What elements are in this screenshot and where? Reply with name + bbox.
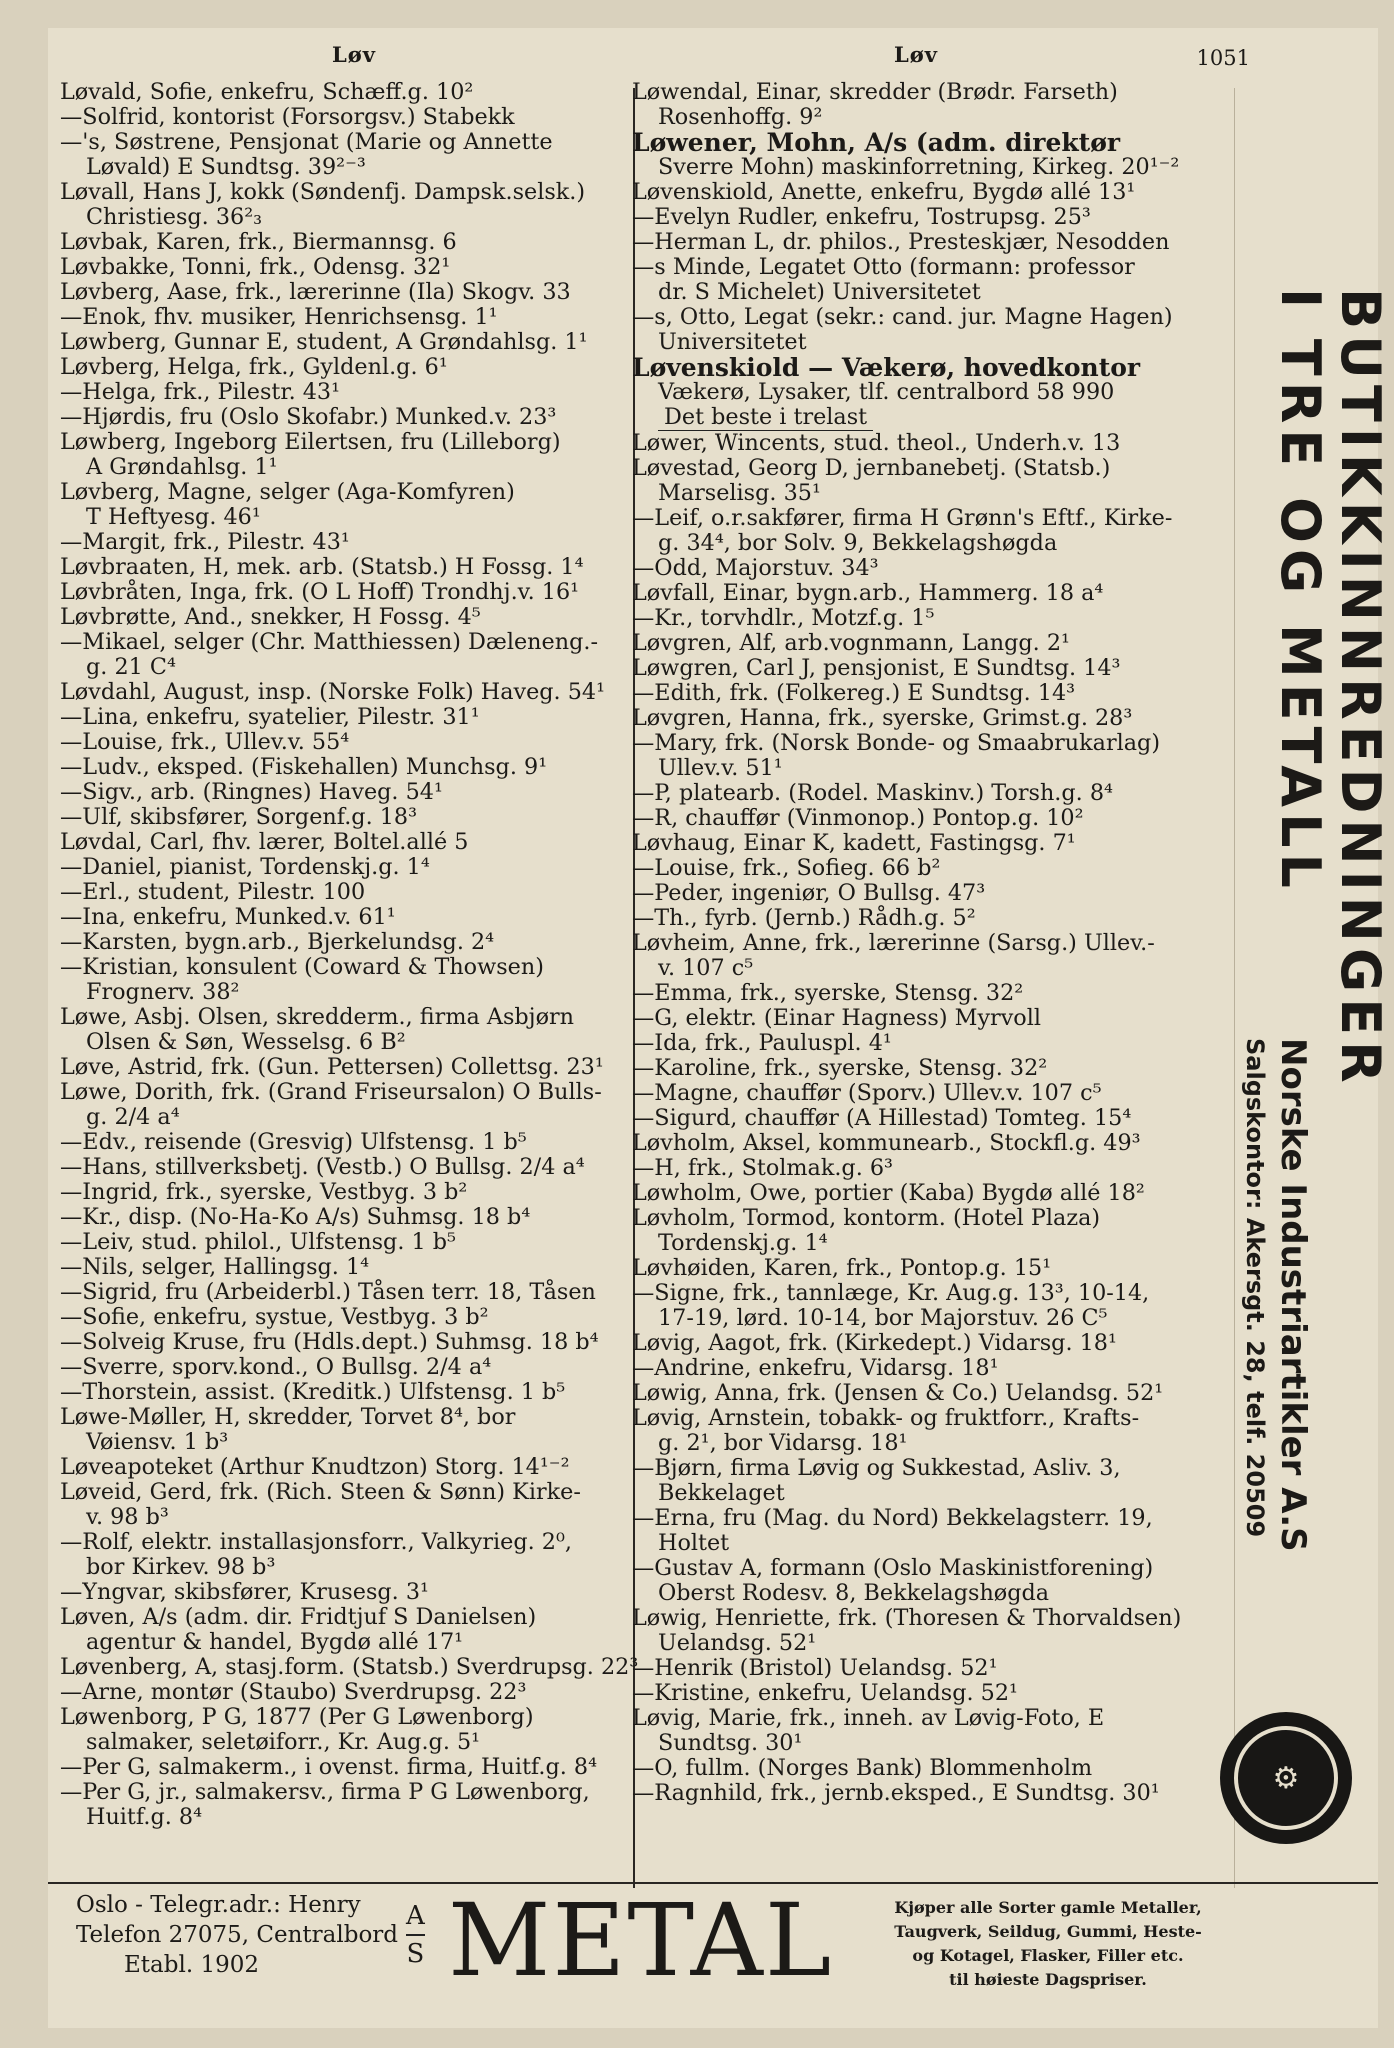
entry-continuation: Huitf.g. 8⁴	[86, 1804, 203, 1830]
directory-entry	[60, 1780, 640, 1830]
directory-entry	[632, 1456, 1232, 1506]
entry-line: —Nils, selger, Hallingsg. 1⁴	[60, 1254, 370, 1280]
directory-entry	[60, 855, 640, 880]
directory-entry	[60, 1680, 640, 1705]
entry-line: —Kr., disp. (No-Ha-Ko A/s) Suhmsg. 18 b⁴	[60, 1204, 531, 1230]
directory-entry	[632, 581, 1232, 606]
entry-line: Løve, Astrid, frk. (Gun. Pettersen) Collettsg. 23¹	[60, 1054, 604, 1080]
entry-line: —Arne, montør (Staubo) Sverdrupsg. 22³	[60, 1679, 527, 1705]
advert-title: Norske Industriartikler A.S	[1273, 1038, 1313, 1552]
entry-line: Løvholm, Tormod, kontorm. (Hotel Plaza)	[632, 1205, 1101, 1231]
entry-line: Løvald, Sofie, enkefru, Schæff.g. 10²	[60, 79, 474, 105]
directory-entry	[632, 731, 1232, 781]
directory-entry	[60, 1155, 640, 1180]
entry-continuation: Olsen & Søn, Wesselsg. 6 B²	[86, 1029, 406, 1055]
entry-continuation: T Heftyesg. 46¹	[86, 504, 261, 530]
entry-line: Løvig, Marie, frk., inneh. av Løvig-Foto, E	[632, 1705, 1105, 1731]
as-bottom: S	[406, 1939, 425, 1969]
entry-continuation: bor Kirkev. 98 b³	[86, 1554, 276, 1580]
entry-continuation: 17-19, lørd. 10-14, bor Majorstuv. 26 C⁵	[658, 1305, 1108, 1331]
entry-line: Løvgren, Hanna, frk., syerske, Grimst.g. 28³	[632, 705, 1133, 731]
as-top: A	[406, 1898, 425, 1936]
entry-line: —Yngvar, skibsfører, Krusesg. 3¹	[60, 1579, 429, 1605]
entry-continuation: g. 2/4 a⁴	[86, 1104, 180, 1130]
entry-continuation: Frognerv. 38²	[86, 979, 240, 1005]
logo-emblem-icon: ⚙	[1234, 1726, 1338, 1830]
directory-entry	[632, 1006, 1232, 1031]
entry-line: Løvberg, Magne, selger (Aga-Komfyren)	[60, 479, 515, 505]
entry-continuation: g. 2¹, bor Vidarsg. 18¹	[658, 1430, 908, 1456]
entry-line: —Louise, frk., Ullev.v. 55⁴	[60, 729, 350, 755]
ad-desc-line: Taugverk, Seildug, Gummi, Heste-	[894, 1922, 1202, 1941]
entry-line: —Kristian, konsulent (Coward & Thowsen)	[60, 954, 544, 980]
entry-line: —Daniel, pianist, Tordenskj.g. 1⁴	[60, 854, 430, 880]
entry-line: —Margit, frk., Pilestr. 43¹	[60, 529, 350, 555]
bottom-ad-title: METAL	[448, 1882, 834, 1999]
directory-entry	[632, 1181, 1232, 1206]
entry-line: Løwberg, Gunnar E, student, A Grøndahlsg. 1¹	[60, 329, 588, 355]
entry-line: —Leiv, stud. philol., Ulfstensg. 1 b⁵	[60, 1229, 456, 1255]
directory-entry	[60, 1305, 640, 1330]
directory-entry	[632, 706, 1232, 731]
directory-entry	[632, 806, 1232, 831]
entry-line: Løvhøiden, Karen, frk., Pontop.g. 15¹	[632, 1255, 1052, 1281]
entry-continuation: Sverre Mohn) maskinforretning, Kirkeg. 20¹⁻²	[658, 154, 1180, 180]
entry-line: —'s, Søstrene, Pensjonat (Marie og Annette	[60, 129, 553, 155]
directory-entry	[60, 355, 640, 380]
directory-entry	[632, 1406, 1232, 1456]
entry-line: —Rolf, elektr. installasjonsforr., Valkyrieg. 2⁰,	[60, 1529, 573, 1555]
directory-entry	[632, 456, 1232, 506]
entry-line: —P, platearb. (Rodel. Maskinv.) Torsh.g. 8⁴	[632, 780, 1113, 806]
directory-entry	[60, 1130, 640, 1155]
entry-line: Løwendal, Einar, skredder (Brødr. Farseth)	[632, 79, 1118, 105]
entry-line: —Hans, stillverksbetj. (Vestb.) O Bullsg. 2/4 a⁴	[60, 1154, 585, 1180]
vertical-advert-butikkinnredninger	[1270, 288, 1390, 1089]
directory-entry	[632, 1331, 1232, 1356]
directory-entry	[632, 1606, 1232, 1656]
bottom-ad-contact	[76, 1890, 398, 1980]
entry-continuation: Ullev.v. 51¹	[658, 755, 783, 781]
directory-entry	[60, 1180, 640, 1205]
directory-entry	[632, 1031, 1232, 1056]
directory-entry	[60, 1005, 640, 1055]
directory-entry	[632, 631, 1232, 656]
entry-line: —Ludv., eksped. (Fiskehallen) Munchsg. 9¹	[60, 754, 548, 780]
entry-line: —Ina, enkefru, Munked.v. 61¹	[60, 904, 396, 930]
entry-line: —O, fullm. (Norges Bank) Blommenholm	[632, 1755, 1093, 1781]
directory-entry	[60, 705, 640, 730]
entry-line: —Erl., student, Pilestr. 100	[60, 879, 366, 905]
entry-line: Løwberg, Ingeborg Eilertsen, fru (Lilleborg)	[60, 429, 561, 455]
entry-line: —Gustav A, formann (Oslo Maskinistforening)	[632, 1555, 1154, 1581]
directory-entry	[60, 1355, 640, 1380]
entry-line: —Edith, frk. (Folkereg.) E Sundtsg. 14³	[632, 680, 1076, 706]
directory-entry	[60, 180, 640, 230]
entry-line: —Leif, o.r.sakfører, firma H Grønn's Eftf., Kirke-	[632, 505, 1173, 531]
entry-continuation: Bekkelaget	[658, 1480, 785, 1506]
entry-line: —Signe, frk., tannlæge, Kr. Aug.g. 13³, 10-14,	[632, 1280, 1150, 1306]
ad-contact-line: Telefon 27075, Centralbord	[76, 1922, 399, 1948]
entry-line: Løwig, Anna, frk. (Jensen & Co.) Uelandsg. 52¹	[632, 1380, 1164, 1406]
advert-line: I TRE OG METALL	[1269, 288, 1332, 894]
directory-entry	[632, 681, 1232, 706]
entry-line: —Per G, jr., salmakersv., firma P G Løwenborg,	[60, 1779, 590, 1805]
directory-entry	[632, 230, 1232, 255]
directory-entry	[60, 530, 640, 555]
directory-entry	[60, 105, 640, 130]
entry-line: —Enok, fhv. musiker, Henrichsensg. 1¹	[60, 304, 498, 330]
entry-continuation: Christiesg. 36²₃	[86, 204, 263, 230]
directory-entry	[60, 580, 640, 605]
directory-entry	[60, 405, 640, 430]
directory-entry	[632, 80, 1232, 130]
entry-continuation: Tordenskj.g. 1⁴	[658, 1230, 828, 1256]
entry-continuation: Universitetet	[658, 329, 807, 355]
entry-line: —Kr., torvhdlr., Motzf.g. 1⁵	[632, 605, 935, 631]
entry-continuation: Det beste i trelast	[658, 405, 873, 431]
entry-line: —Karoline, frk., syerske, Stensg. 32²	[632, 1055, 1048, 1081]
directory-entry	[632, 656, 1232, 681]
entry-continuation: Holtet	[658, 1530, 730, 1556]
entry-continuation: A Grøndahlsg. 1¹	[86, 454, 278, 480]
directory-entry	[632, 931, 1232, 981]
directory-entry	[60, 905, 640, 930]
directory-entry	[60, 1405, 640, 1455]
directory-entry	[60, 230, 640, 255]
entry-line: —Thorstein, assist. (Kreditk.) Ulfstensg. 1 b⁵	[60, 1379, 566, 1405]
directory-entry	[632, 1131, 1232, 1156]
entry-line: Løwe-Møller, H, skredder, Torvet 8⁴, bor	[60, 1404, 516, 1430]
entry-line: —Ulf, skibsfører, Sorgenf.g. 18³	[60, 804, 418, 830]
entry-continuation: salmaker, seletøiforr., Kr. Aug.g. 5¹	[86, 1729, 481, 1755]
directory-entry	[60, 930, 640, 955]
directory-entry	[632, 906, 1232, 931]
directory-entry	[60, 1205, 640, 1230]
entry-line: —Kristine, enkefru, Uelandsg. 52¹	[632, 1680, 1018, 1706]
entry-continuation: Sundtsg. 30¹	[658, 1730, 803, 1756]
directory-entry	[60, 555, 640, 580]
directory-entry	[60, 755, 640, 780]
entry-line: Løvbakke, Tonni, frk., Odensg. 32¹	[60, 254, 451, 280]
ad-desc-line: til høieste Dagspriser.	[949, 1970, 1147, 1989]
entry-line: Løvheim, Anne, frk., lærerinne (Sarsg.) Ullev.-	[632, 930, 1155, 956]
directory-entry	[60, 1455, 640, 1480]
entry-line: —Per G, salmakerm., i ovenst. firma, Huitf.g. 8⁴	[60, 1754, 598, 1780]
entry-line: —Sigurd, chauffør (A Hillestad) Tomteg. 15⁴	[632, 1105, 1132, 1131]
directory-entry	[632, 255, 1232, 305]
directory-entry	[60, 1330, 640, 1355]
directory-entry	[60, 1655, 640, 1680]
entry-continuation: agentur & handel, Bygdø allé 17¹	[86, 1629, 464, 1655]
directory-entry	[632, 856, 1232, 881]
entry-line: Løvestad, Georg D, jernbanebetj. (Statsb.)	[632, 455, 1111, 481]
directory-entry	[632, 1056, 1232, 1081]
entry-line: —Sigv., arb. (Ringnes) Haveg. 54¹	[60, 779, 443, 805]
entry-line: —Magne, chauffør (Sporv.) Ullev.v. 107 c⁵	[632, 1080, 1102, 1106]
entry-line: —Ragnhild, frk., jernb.eksped., E Sundtsg. 30¹	[632, 1780, 1160, 1806]
entry-line: Løvenskiold, Anette, enkefru, Bygdø allé 13¹	[632, 179, 1136, 205]
entry-line: Løwe, Dorith, frk. (Grand Friseursalon) O Bulls-	[60, 1079, 602, 1105]
entry-continuation: v. 107 c⁵	[658, 955, 754, 981]
directory-entry	[632, 1206, 1232, 1256]
ad-desc-line: og Kotagel, Flasker, Filler etc.	[912, 1946, 1184, 1965]
directory-entry	[60, 1705, 640, 1755]
entry-line: Løvfall, Einar, bygn.arb., Hammerg. 18 a⁴	[632, 580, 1104, 606]
directory-entry	[60, 80, 640, 105]
entry-line: —Odd, Majorstuv. 34³	[632, 555, 879, 581]
entry-line: Løvenberg, A, stasj.form. (Statsb.) Sverdrupsg. 22³	[60, 1654, 639, 1680]
directory-entry	[632, 130, 1232, 180]
directory-entry	[60, 1055, 640, 1080]
entry-line: Løvbråten, Inga, frk. (O L Hoff) Trondhj.v. 16¹	[60, 579, 580, 605]
directory-entry	[632, 431, 1232, 456]
entry-line: Løvberg, Helga, frk., Gyldenl.g. 6¹	[60, 354, 448, 380]
entry-line: —Herman L, dr. philos., Presteskjær, Nesodden	[632, 229, 1170, 255]
entry-line: Løwener, Mohn, A/s (adm. direktør	[632, 128, 1121, 157]
entry-continuation: Rosenhoffg. 9²	[658, 104, 823, 130]
right-column	[632, 80, 1232, 1806]
entry-line: —Sofie, enkefru, systue, Vestbyg. 3 b²	[60, 1304, 489, 1330]
entry-line: Løvall, Hans J, kokk (Søndenfj. Dampsk.selsk.)	[60, 179, 586, 205]
directory-entry	[632, 1706, 1232, 1756]
page-number: 1051	[1196, 46, 1250, 70]
entry-line: —Solfrid, kontorist (Forsorgsv.) Stabekk	[60, 104, 515, 130]
entry-line: —Sigrid, fru (Arbeiderbl.) Tåsen terr. 18, Tåsen	[60, 1279, 596, 1305]
entry-line: —Evelyn Rudler, enkefru, Tostrupsg. 25³	[632, 204, 1091, 230]
directory-entry	[60, 805, 640, 830]
directory-entry	[632, 1506, 1232, 1556]
entry-line: Løwe, Asbj. Olsen, skredderm., firma Asbjørn	[60, 1004, 575, 1030]
directory-entry	[632, 305, 1232, 355]
entry-line: —s Minde, Legatet Otto (formann: professor	[632, 254, 1135, 280]
directory-entry	[632, 831, 1232, 856]
directory-entry	[60, 330, 640, 355]
entry-line: —Louise, frk., Sofieg. 66 b²	[632, 855, 941, 881]
running-header-right: Løv	[894, 42, 938, 67]
directory-entry	[60, 1080, 640, 1130]
running-header-left: Løv	[332, 42, 376, 67]
entry-continuation: g. 21 C⁴	[86, 654, 176, 680]
directory-entry	[632, 1081, 1232, 1106]
entry-line: —R, chauffør (Vinmonop.) Pontop.g. 10²	[632, 805, 1084, 831]
advert-subtitle: Salgskontor: Akersgt. 28, telf. 20509	[1241, 1038, 1269, 1538]
entry-continuation: v. 98 b³	[86, 1504, 169, 1530]
entry-line: —Emma, frk., syerske, Stensg. 32²	[632, 980, 1024, 1006]
directory-entry	[632, 1556, 1232, 1606]
directory-entry	[632, 205, 1232, 230]
directory-entry	[632, 506, 1232, 556]
directory-entry	[632, 1781, 1232, 1806]
ad-contact-line: Oslo - Telegr.adr.: Henry	[76, 1892, 361, 1918]
directory-entry	[60, 130, 640, 180]
directory-entry	[60, 380, 640, 405]
directory-entry	[60, 955, 640, 1005]
entry-line: Løwenborg, P G, 1877 (Per G Løwenborg)	[60, 1704, 534, 1730]
entry-line: —Solveig Kruse, fru (Hdls.dept.) Suhmsg. 18 b⁴	[60, 1329, 599, 1355]
advert-line: BUTIKKINNREDNINGER	[1329, 288, 1392, 1089]
bottom-ad-description	[878, 1896, 1218, 1992]
directory-entry	[60, 1605, 640, 1655]
entry-line: Løvbrøtte, And., snekker, H Fossg. 4⁵	[60, 604, 481, 630]
directory-entry	[632, 606, 1232, 631]
directory-entry	[60, 430, 640, 480]
entry-line: —s, Otto, Legat (sekr.: cand. jur. Magne Hagen)	[632, 304, 1173, 330]
entry-line: Løven, A/s (adm. dir. Fridtjuf S Danielsen)	[60, 1604, 537, 1630]
entry-continuation: Løvald) E Sundtsg. 39²⁻³	[86, 154, 366, 180]
directory-entry	[60, 730, 640, 755]
directory-entry	[60, 1755, 640, 1780]
entry-line: Løvgren, Alf, arb.vognmann, Langg. 2¹	[632, 630, 1070, 656]
entry-line: —Th., fyrb. (Jernb.) Rådh.g. 5²	[632, 905, 976, 931]
entry-line: —Henrik (Bristol) Uelandsg. 52¹	[632, 1655, 998, 1681]
entry-line: —Andrine, enkefru, Vidarsg. 18¹	[632, 1355, 999, 1381]
entry-continuation: Marselisg. 35¹	[658, 480, 821, 506]
directory-entry	[60, 1580, 640, 1605]
entry-line: Løveid, Gerd, frk. (Rich. Steen & Sønn) Kirke-	[60, 1479, 581, 1505]
entry-line: Løvdahl, August, insp. (Norske Folk) Haveg. 54¹	[60, 679, 606, 705]
directory-entry	[632, 1256, 1232, 1281]
entry-line: Løvig, Aagot, frk. (Kirkedept.) Vidarsg. 18¹	[632, 1330, 1117, 1356]
directory-entry	[632, 1106, 1232, 1131]
entry-line: —Mary, frk. (Norsk Bonde- og Smaabrukarlag)	[632, 730, 1161, 756]
company-logo	[1220, 1712, 1352, 1844]
directory-entry	[60, 280, 640, 305]
entry-line: Løwer, Wincents, stud. theol., Underh.v. 13	[632, 430, 1121, 456]
entry-line: Løwig, Henriette, frk. (Thoresen & Thorvaldsen)	[632, 1605, 1182, 1631]
entry-line: —Ida, frk., Pauluspl. 4¹	[632, 1030, 892, 1056]
entry-line: Løvdal, Carl, fhv. lærer, Boltel.allé 5	[60, 829, 469, 855]
entry-line: Løvenskiold — Vækerø, hovedkontor	[632, 353, 1141, 382]
directory-entry	[60, 605, 640, 630]
vertical-advert-norske-industriartikler	[1236, 1038, 1312, 1552]
directory-entry	[632, 981, 1232, 1006]
entry-line: Løveapoteket (Arthur Knudtzon) Storg. 14¹⁻²	[60, 1454, 570, 1480]
directory-entry	[632, 1356, 1232, 1381]
entry-line: —Mikael, selger (Chr. Matthiessen) Dæleneng.-	[60, 629, 598, 655]
directory-entry	[60, 630, 640, 680]
directory-entry	[632, 1756, 1232, 1781]
directory-entry	[60, 1480, 640, 1530]
ad-contact-line: Etabl. 1902	[124, 1952, 259, 1978]
entry-line: —Bjørn, firma Løvig og Sukkestad, Asliv. 3,	[632, 1455, 1121, 1481]
entry-line: Løvberg, Aase, frk., lærerinne (Ila) Skogv. 33	[60, 279, 571, 305]
directory-entry	[632, 355, 1232, 431]
entry-line: —Ingrid, frk., syerske, Vestbyg. 3 b²	[60, 1179, 468, 1205]
entry-continuation: Uelandsg. 52¹	[658, 1630, 817, 1656]
directory-entry	[60, 1255, 640, 1280]
ad-desc-line: Kjøper alle Sorter gamle Metaller,	[894, 1898, 1202, 1917]
entry-continuation: g. 34⁴, bor Solv. 9, Bekkelagshøgda	[658, 530, 1058, 556]
directory-entry	[60, 780, 640, 805]
directory-page	[48, 28, 1392, 2028]
entry-line: —Erna, fru (Mag. du Nord) Bekkelagsterr. 19,	[632, 1505, 1153, 1531]
directory-entry	[632, 1381, 1232, 1406]
directory-entry	[632, 781, 1232, 806]
entry-line: —Karsten, bygn.arb., Bjerkelundsg. 2⁴	[60, 929, 495, 955]
entry-line: Løvbraaten, H, mek. arb. (Statsb.) H Fossg. 1⁴	[60, 554, 584, 580]
directory-entry	[60, 1380, 640, 1405]
entry-continuation: Oberst Rodesv. 8, Bekkelagshøgda	[658, 1580, 1050, 1606]
directory-entry	[60, 680, 640, 705]
directory-entry	[632, 1656, 1232, 1681]
left-column	[60, 80, 640, 1830]
directory-entry	[60, 305, 640, 330]
entry-line: Løvig, Arnstein, tobakk- og fruktforr., Krafts-	[632, 1405, 1140, 1431]
bottom-ad-as-mark	[406, 1898, 425, 1972]
directory-entry	[60, 255, 640, 280]
entry-line: —Hjørdis, fru (Oslo Skofabr.) Munked.v. 23³	[60, 404, 557, 430]
entry-line: Løwholm, Owe, portier (Kaba) Bygdø allé 18²	[632, 1180, 1145, 1206]
entry-continuation: Vækerø, Lysaker, tlf. centralbord 58 990	[658, 379, 1115, 405]
entry-line: Løvholm, Aksel, kommunearb., Stockfl.g. 49³	[632, 1130, 1141, 1156]
entry-line: —H, frk., Stolmak.g. 6³	[632, 1155, 893, 1181]
directory-entry	[632, 1156, 1232, 1181]
entry-continuation: dr. S Michelet) Universitetet	[658, 279, 981, 305]
directory-entry	[632, 556, 1232, 581]
ad-divider	[1234, 88, 1235, 1888]
directory-entry	[60, 1230, 640, 1255]
directory-entry	[60, 480, 640, 530]
entry-line: Løvbak, Karen, frk., Biermannsg. 6	[60, 229, 457, 255]
entry-line: —Lina, enkefru, syatelier, Pilestr. 31¹	[60, 704, 480, 730]
directory-entry	[60, 1280, 640, 1305]
entry-line: Løwgren, Carl J, pensjonist, E Sundtsg. 14³	[632, 655, 1121, 681]
directory-entry	[632, 1681, 1232, 1706]
directory-entry	[60, 830, 640, 855]
entry-line: —G, elektr. (Einar Hagness) Myrvoll	[632, 1005, 1041, 1031]
entry-line: —Helga, frk., Pilestr. 43¹	[60, 379, 341, 405]
directory-entry	[60, 880, 640, 905]
directory-entry	[632, 1281, 1232, 1331]
entry-continuation: Vøiensv. 1 b³	[86, 1429, 229, 1455]
entry-line: Løvhaug, Einar K, kadett, Fastingsg. 7¹	[632, 830, 1076, 856]
entry-line: —Peder, ingeniør, O Bullsg. 47³	[632, 880, 986, 906]
directory-entry	[632, 881, 1232, 906]
entry-line: —Edv., reisende (Gresvig) Ulfstensg. 1 b⁵	[60, 1129, 527, 1155]
directory-entry	[60, 1530, 640, 1580]
entry-line: —Sverre, sporv.kond., O Bullsg. 2/4 a⁴	[60, 1354, 492, 1380]
directory-entry	[632, 180, 1232, 205]
